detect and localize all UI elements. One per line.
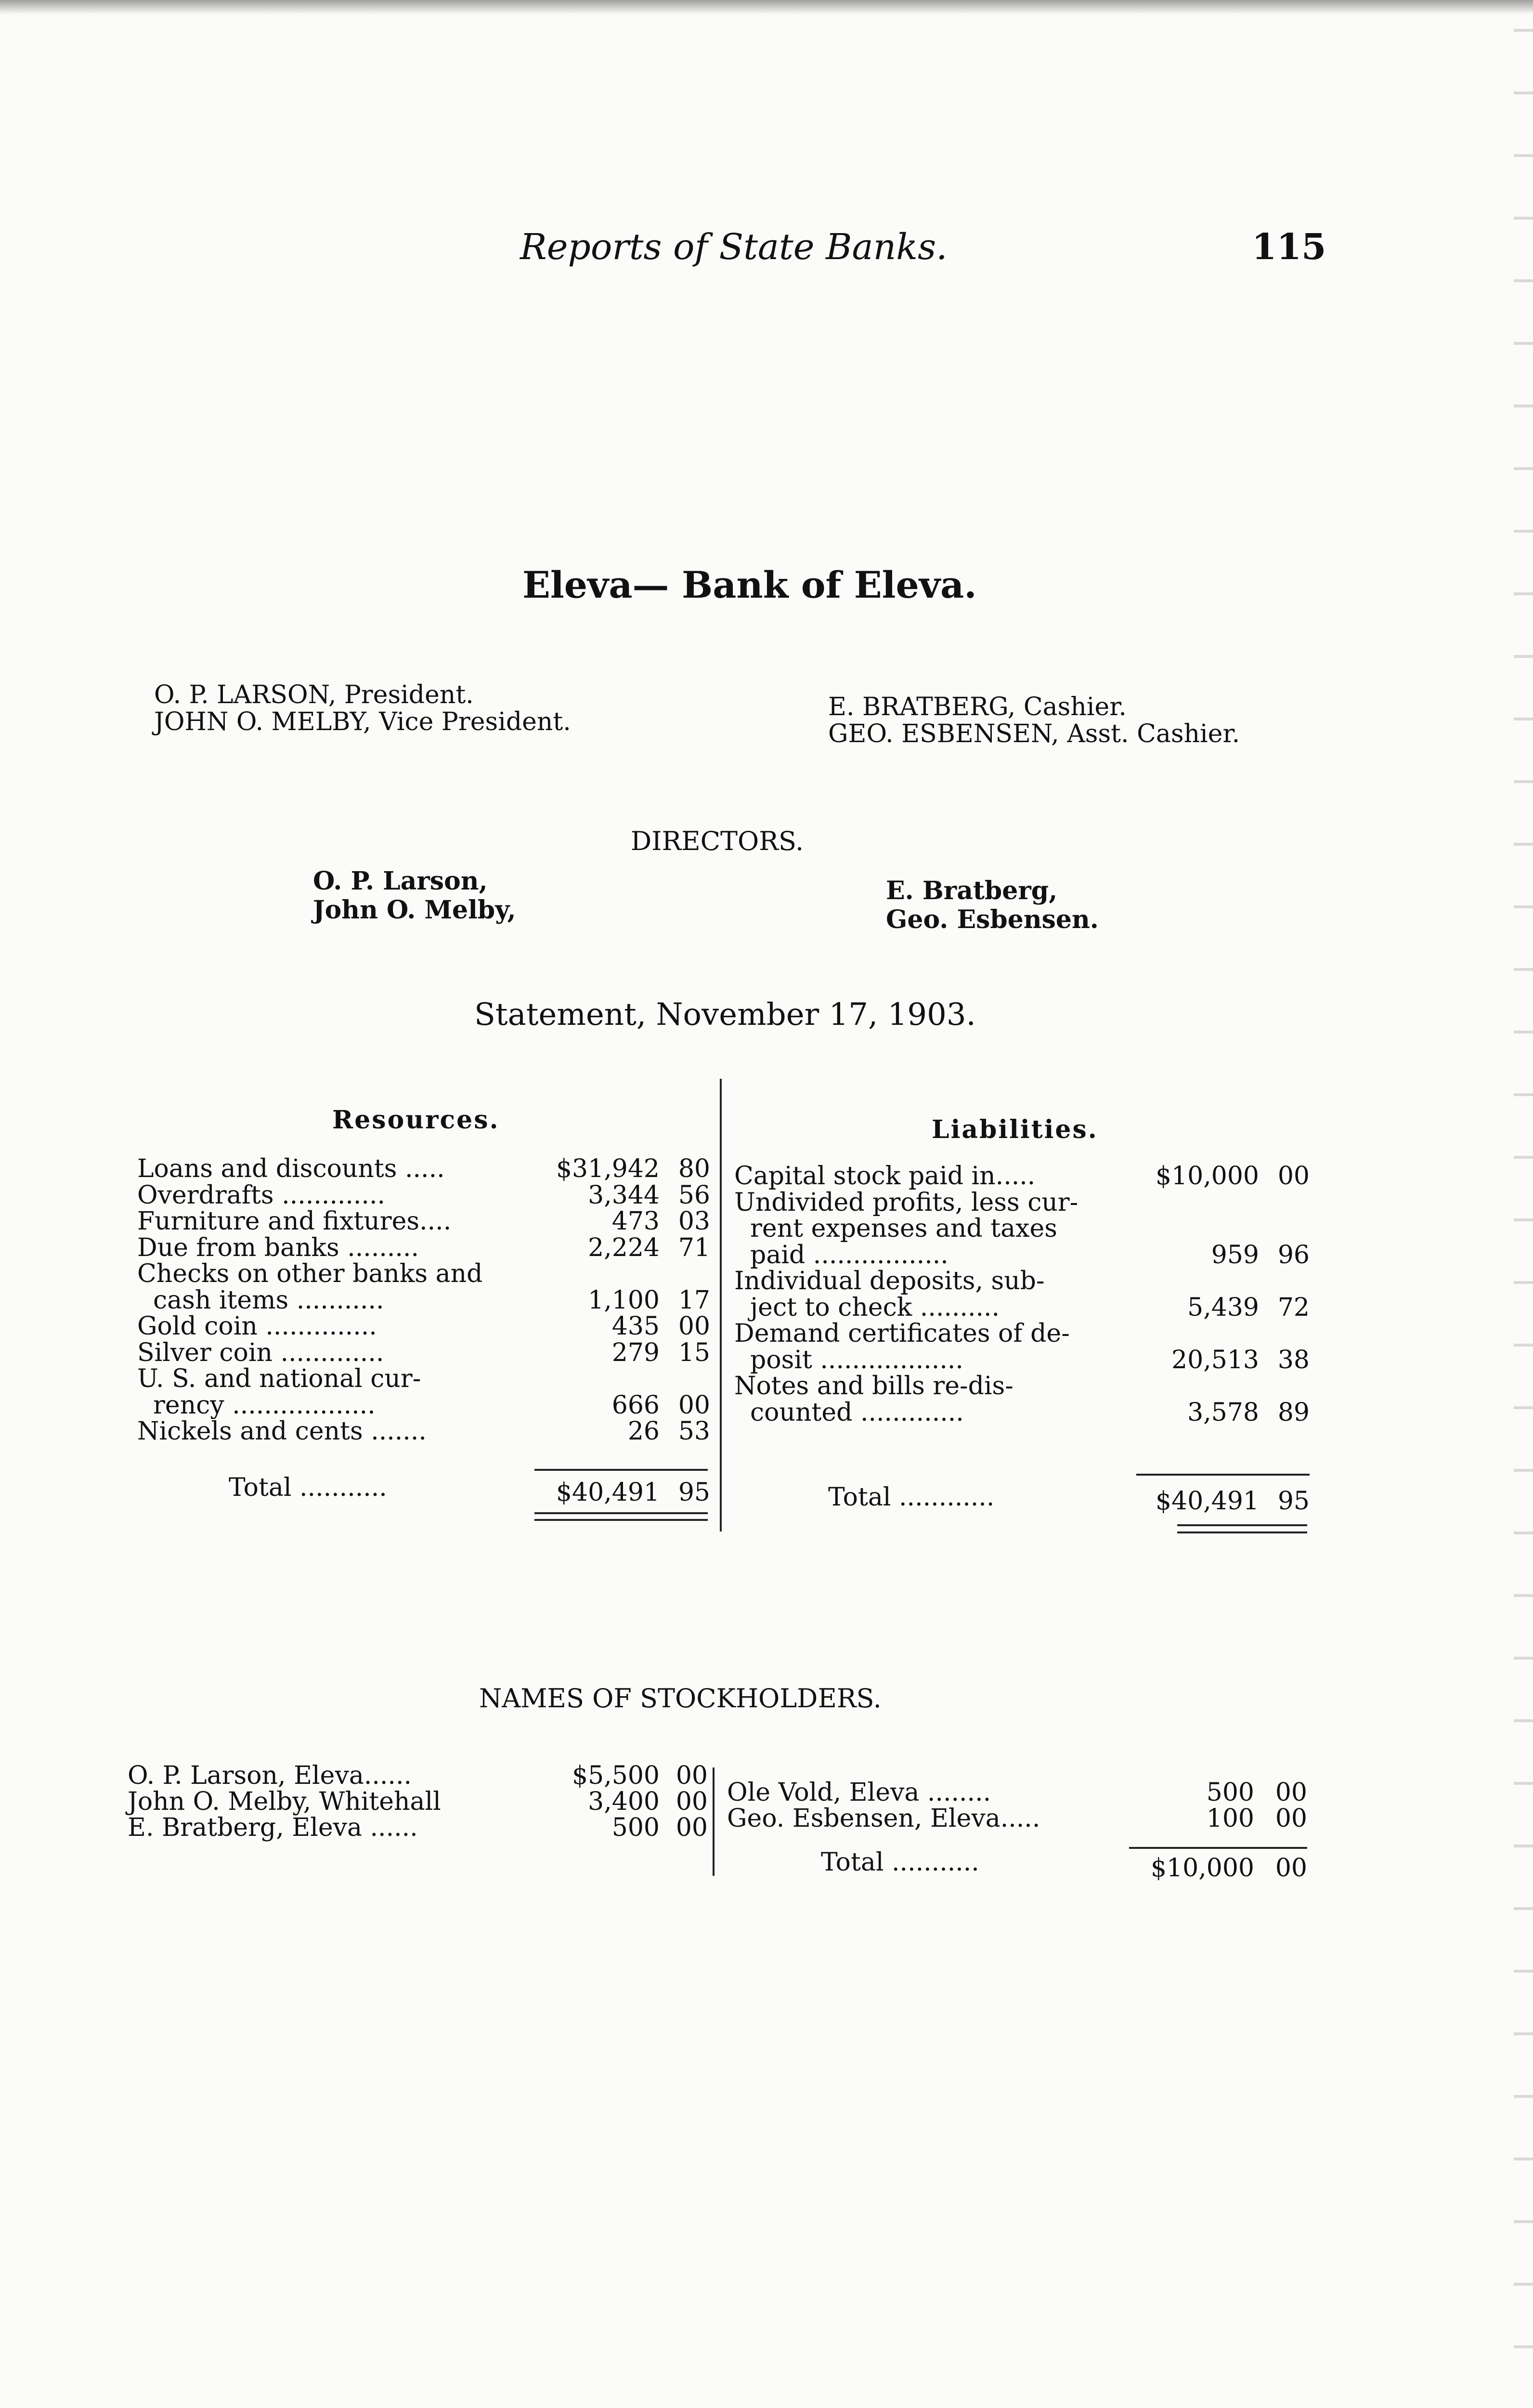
- row-label: Ole Vold, Eleva ........: [727, 1778, 991, 1807]
- liabilities-double-rule-2: [1177, 1531, 1307, 1533]
- row-label: Capital stock paid in.....: [734, 1162, 1036, 1191]
- scan-edge-right: [1514, 0, 1533, 2408]
- row-amount: 100: [1206, 1804, 1254, 1833]
- liabilities-total-rule: [1136, 1474, 1310, 1476]
- row-amount: $31,942: [556, 1154, 660, 1183]
- row-amount: 959: [1211, 1240, 1259, 1269]
- resources-total-rule: [534, 1469, 708, 1471]
- row-cents: 00: [676, 1787, 708, 1816]
- row-amount: 3,344: [588, 1180, 660, 1210]
- row-label: Loans and discounts .....: [137, 1154, 445, 1183]
- row-cents: 56: [678, 1180, 710, 1210]
- row-label: Nickels and cents .......: [137, 1417, 427, 1446]
- row-label: U. S. and national cur-: [137, 1364, 421, 1393]
- resources-total-cents: 95: [678, 1478, 710, 1507]
- liabilities-total-amount: $40,491: [1155, 1487, 1259, 1516]
- stockholders-heading: NAMES OF STOCKHOLDERS.: [479, 1683, 882, 1714]
- row-amount: 20,513: [1171, 1345, 1259, 1374]
- resources-total-label: Total ...........: [229, 1473, 387, 1502]
- row-label: cash items ...........: [137, 1285, 384, 1315]
- row-amount: $5,500: [572, 1761, 660, 1790]
- row-cents: 00: [678, 1390, 710, 1420]
- row-cents: 00: [1277, 1162, 1310, 1191]
- row-cents: 53: [678, 1417, 710, 1446]
- row-cents: 00: [676, 1761, 708, 1790]
- directors-heading: DIRECTORS.: [631, 826, 804, 856]
- row-cents: 00: [678, 1312, 710, 1341]
- row-cents: 17: [678, 1285, 710, 1315]
- row-cents: 03: [678, 1207, 710, 1236]
- statement-title: Statement, November 17, 1903.: [474, 997, 976, 1033]
- running-title: Reports of State Banks.: [520, 226, 948, 268]
- row-label: rent expenses and taxes: [734, 1214, 1057, 1243]
- row-label: Notes and bills re-dis-: [734, 1372, 1013, 1400]
- row-amount: 500: [1206, 1778, 1254, 1807]
- resources-total-amount: $40,491: [556, 1478, 660, 1507]
- row-amount: 666: [611, 1390, 660, 1420]
- row-amount: 3,400: [588, 1787, 660, 1816]
- row-label: counted .............: [734, 1398, 964, 1427]
- resources-heading: Resources.: [332, 1105, 500, 1135]
- bank-title: Eleva— Bank of Eleva.: [522, 563, 977, 606]
- row-label: rency ..................: [137, 1390, 376, 1420]
- column-divider: [720, 1079, 722, 1531]
- row-label: Individual deposits, sub-: [734, 1267, 1045, 1296]
- page-number: 115: [1252, 226, 1326, 268]
- row-label: Overdrafts .............: [137, 1180, 386, 1210]
- row-amount: 473: [611, 1207, 660, 1236]
- row-cents: 15: [678, 1338, 710, 1367]
- officer-vice-president: JOHN O. MELBY, Vice President.: [154, 707, 571, 736]
- scan-edge-top: [0, 0, 1533, 14]
- row-label: Checks on other banks and: [137, 1259, 483, 1288]
- stockholders-total-amount: $10,000: [1150, 1854, 1254, 1883]
- director-name: John O. Melby,: [313, 895, 516, 925]
- stockholders-total-label: Total ...........: [821, 1848, 979, 1877]
- row-label: Due from banks .........: [137, 1233, 419, 1262]
- row-cents: 38: [1277, 1345, 1310, 1374]
- director-name: Geo. Esbensen.: [886, 905, 1099, 934]
- row-amount: 500: [611, 1813, 660, 1842]
- row-amount: 3,578: [1187, 1398, 1259, 1427]
- directors-right: [886, 877, 1099, 934]
- row-cents: 80: [678, 1154, 710, 1183]
- row-label: Geo. Esbensen, Eleva.....: [727, 1804, 1040, 1833]
- officer-cashier: E. BRATBERG, Cashier.: [828, 693, 1127, 721]
- row-cents: 00: [1275, 1778, 1307, 1807]
- resources-double-rule-2: [534, 1519, 708, 1521]
- stockholders-total-rule: [1129, 1847, 1307, 1849]
- row-label: Undivided profits, less cur-: [734, 1188, 1078, 1217]
- liabilities-heading: Liabilities.: [932, 1115, 1098, 1144]
- row-label: posit ..................: [734, 1345, 963, 1374]
- row-cents: 71: [678, 1233, 710, 1262]
- officers-right: [828, 694, 1240, 747]
- row-amount: 26: [627, 1417, 660, 1446]
- liabilities-total-cents: 95: [1277, 1487, 1310, 1516]
- officer-asst-cashier: GEO. ESBENSEN, Asst. Cashier.: [828, 720, 1240, 748]
- liabilities-double-rule-1: [1177, 1524, 1307, 1526]
- row-amount: 5,439: [1187, 1293, 1259, 1322]
- officer-president: O. P. LARSON, President.: [154, 681, 474, 709]
- row-amount: 2,224: [588, 1233, 660, 1262]
- row-cents: 89: [1277, 1398, 1310, 1427]
- row-label: paid .................: [734, 1240, 948, 1269]
- director-name: E. Bratberg,: [886, 876, 1058, 905]
- director-name: O. P. Larson,: [313, 866, 488, 896]
- row-amount: $10,000: [1155, 1162, 1259, 1191]
- stockholders-total-cents: 00: [1275, 1854, 1307, 1883]
- row-label: Silver coin .............: [137, 1338, 384, 1367]
- officers-left: [154, 681, 571, 735]
- row-cents: 96: [1277, 1240, 1310, 1269]
- row-label: Demand certificates of de-: [734, 1319, 1070, 1348]
- row-label: ject to check ..........: [734, 1293, 1000, 1322]
- row-label: Furniture and fixtures....: [137, 1207, 452, 1236]
- directors-left: [313, 867, 516, 925]
- resources-double-rule-1: [534, 1512, 708, 1514]
- row-cents: 00: [676, 1813, 708, 1842]
- row-cents: 72: [1277, 1293, 1310, 1322]
- row-amount: 1,100: [588, 1285, 660, 1315]
- stockholders-divider: [713, 1767, 715, 1876]
- row-cents: 00: [1275, 1804, 1307, 1833]
- row-label: John O. Melby, Whitehall: [128, 1787, 441, 1816]
- row-label: O. P. Larson, Eleva......: [128, 1761, 412, 1790]
- row-label: Gold coin ..............: [137, 1312, 377, 1341]
- row-amount: 279: [611, 1338, 660, 1367]
- liabilities-total-label: Total ............: [828, 1483, 995, 1512]
- row-amount: 435: [611, 1312, 660, 1341]
- row-label: E. Bratberg, Eleva ......: [128, 1813, 418, 1842]
